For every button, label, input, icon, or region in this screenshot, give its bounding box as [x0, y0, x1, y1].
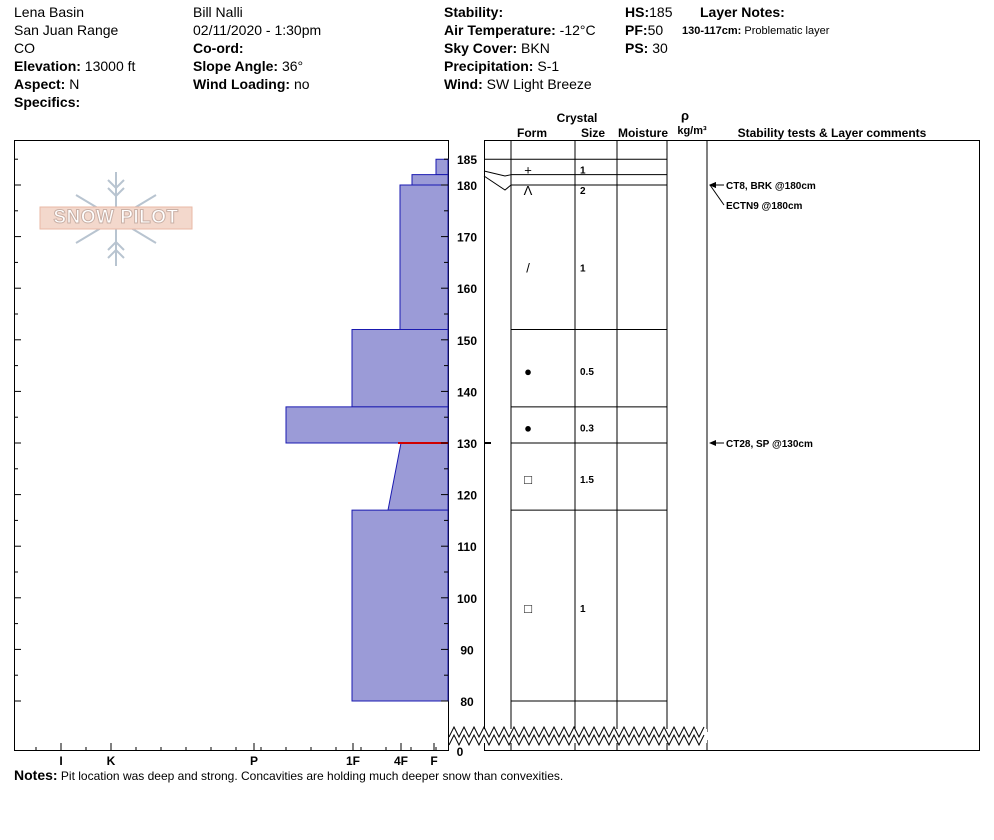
grain-form-symbol: Λ [523, 183, 533, 199]
hardness-layer-bar [412, 175, 448, 185]
precip-label: Precipitation: [444, 58, 534, 74]
aspect: N [69, 76, 80, 92]
grain-form-symbol: ● [524, 420, 532, 436]
grain-size: 0.3 [580, 423, 594, 435]
axis-break [449, 727, 707, 745]
stability-header: Stability tests & Layer comments [737, 126, 927, 140]
slope: 36° [281, 58, 304, 74]
hs: 185 [649, 4, 673, 20]
grain-form-symbol: □ [524, 472, 532, 488]
wind: SW Light Breeze [486, 76, 592, 92]
hardness-layer-bar [286, 407, 448, 443]
layer-note-range: 130-117cm: [682, 25, 742, 37]
slope-label: Slope Angle: [193, 58, 279, 74]
stability-arrowhead [709, 182, 716, 188]
elevation: 13000 ft [84, 58, 136, 74]
stability-test-label: CT8, BRK @180cm [726, 181, 816, 192]
stability-tests [709, 181, 816, 450]
hardness-bars [286, 159, 448, 701]
grain-form-symbol: ● [524, 363, 532, 379]
grain-size: 1 [580, 263, 586, 275]
height-tick-label: 180 [456, 179, 478, 193]
hardness-tick-label: 1F [345, 754, 361, 768]
coord-label: Co-ord: [193, 40, 244, 56]
grain-column [524, 163, 595, 617]
height-tick-label: 130 [456, 437, 478, 451]
hardness-layer-bar [352, 510, 448, 701]
elevation-label: Elevation: [14, 58, 81, 74]
hardness-layer-bar [352, 329, 448, 406]
height-tick-label: 170 [456, 230, 478, 245]
hardness-layer-bar [436, 159, 448, 174]
density-unit-header: kg/m³ [677, 125, 707, 137]
height-tick-label: 100 [456, 591, 478, 606]
pf-label: PF: [625, 22, 648, 38]
sky-label: Sky Cover: [444, 40, 518, 56]
precip: S-1 [537, 58, 560, 74]
location: Lena Basin [14, 4, 85, 20]
grain-size: 1.5 [580, 475, 594, 487]
hardness-tick-label: K [106, 754, 116, 768]
air-temp-label: Air Temperature: [444, 22, 556, 38]
grain-form-symbol: □ [524, 601, 532, 617]
observer: Bill Nalli [193, 4, 243, 20]
height-tick-label: 80 [460, 695, 474, 709]
crystal-header: Crystal [556, 111, 598, 125]
datetime: 02/11/2020 - 1:30pm [193, 22, 322, 38]
air-temp: -12°C [559, 22, 596, 38]
hardness-layer-bar [388, 443, 448, 510]
notes-label: Notes: [14, 767, 58, 783]
grain-size: 2 [580, 186, 586, 198]
height-tick-label: 185 [456, 153, 478, 168]
range: San Juan Range [14, 22, 119, 38]
height-tick-label: 90 [460, 643, 474, 658]
height-tick-label: 0 [456, 745, 464, 759]
hardness-layer-bar [400, 185, 448, 329]
aspect-label: Aspect: [14, 76, 66, 92]
hardness-tick-label: I [59, 754, 63, 768]
stability-arrow [710, 185, 724, 205]
notes-text: Pit location was deep and strong. Concavities are holding much deeper snow than convexities. [60, 769, 564, 783]
form-header: Form [517, 126, 547, 140]
grain-size: 1 [580, 165, 586, 177]
grid-lines [484, 140, 707, 751]
layer-note-text: Problematic layer [744, 25, 830, 37]
boundary-connector [484, 171, 511, 176]
height-tick-label: 160 [456, 282, 478, 297]
grain-size: 1 [580, 604, 586, 616]
ps-label: PS: [625, 40, 649, 56]
height-tick-label: 120 [456, 488, 478, 503]
notes [14, 766, 563, 785]
wind-label: Wind: [444, 76, 483, 92]
grain-form-symbol: / [526, 260, 530, 276]
moisture-header: Moisture [617, 126, 669, 140]
stability-arrowhead [709, 440, 716, 446]
stability-label: Stability: [444, 4, 504, 20]
hardness-axis [36, 743, 438, 768]
height-tick-label: 150 [456, 333, 478, 348]
rho-header: ρ [680, 108, 690, 123]
grain-form-symbol: + [524, 162, 532, 178]
height-tick-label: 140 [456, 385, 478, 400]
size-header: Size [580, 126, 606, 140]
height-tick-label: 110 [457, 540, 477, 555]
grain-size: 0.5 [580, 366, 594, 378]
ps: 30 [652, 40, 668, 56]
specifics-label: Specifics: [14, 94, 81, 110]
stability-test-label: CT28, SP @130cm [726, 439, 813, 450]
state: CO [14, 40, 35, 56]
hardness-tick-label: 4F [393, 754, 409, 768]
logo-text: SNOW PILOT [53, 207, 179, 228]
boundary-connector [484, 176, 511, 190]
wind-loading: no [293, 76, 310, 92]
sky: BKN [521, 40, 550, 56]
hs-label: HS: [625, 4, 650, 20]
stability-test-label: ECTN9 @180cm [726, 201, 803, 212]
hardness-tick-label: F [430, 754, 438, 768]
wind-loading-label: Wind Loading: [193, 76, 291, 92]
hardness-tick-label: P [249, 754, 259, 768]
pf: 50 [647, 22, 664, 38]
layer-notes-label: Layer Notes: [700, 4, 785, 20]
